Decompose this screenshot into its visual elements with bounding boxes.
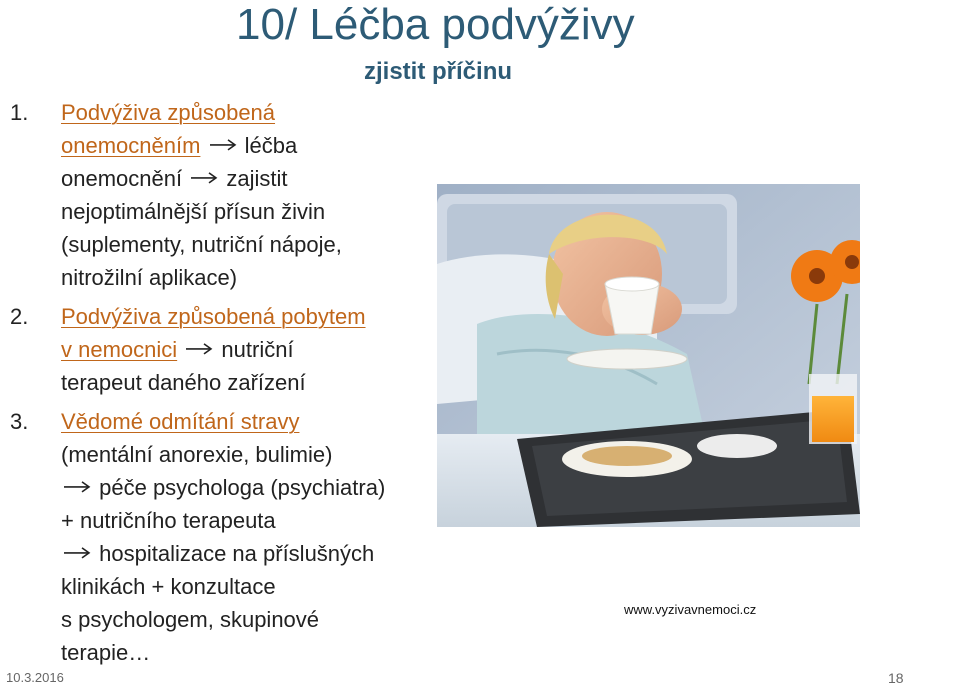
image-source: www.vyzivavnemoci.cz xyxy=(624,602,757,617)
list-item-1 xyxy=(0,96,440,294)
item-text: nutriční xyxy=(221,337,294,362)
item-number: 3. xyxy=(10,409,29,434)
item-heading: v nemocnici xyxy=(61,337,178,362)
slide-subtitle: zjistit příčinu xyxy=(364,58,513,85)
slide-date: 10.3.2016 xyxy=(6,670,64,685)
slide-title: 10/ Léčba podvýživy xyxy=(236,0,635,49)
item-heading: onemocněním xyxy=(61,133,201,158)
arrow-right-icon xyxy=(185,339,213,359)
item-text: onemocnění xyxy=(61,166,183,191)
item-heading: Podvýživa způsobená pobytem xyxy=(61,304,366,329)
arrow-right-icon xyxy=(190,168,218,188)
item-text: (mentální anorexie, bulimie) xyxy=(61,442,333,467)
item-text: terapeut daného zařízení xyxy=(61,370,306,395)
patient-photo xyxy=(437,184,860,527)
arrow-right-icon xyxy=(63,477,91,497)
cause-list xyxy=(0,96,440,669)
arrow-right-icon xyxy=(209,135,237,155)
item-text: (suplementy, nutriční nápoje, xyxy=(61,232,342,257)
item-text: nitrožilní aplikace) xyxy=(61,265,238,290)
item-text: + nutričního terapeuta xyxy=(61,508,276,533)
item-heading: Vědomé odmítání stravy xyxy=(61,409,300,434)
item-text: klinikách + konzultace xyxy=(61,574,276,599)
item-text: péče psychologa (psychiatra) xyxy=(99,475,386,500)
item-number: 2. xyxy=(10,304,29,329)
item-text: zajistit xyxy=(226,166,288,191)
item-text: s psychologem, skupinové xyxy=(61,607,320,632)
item-heading: Podvýživa způsobená xyxy=(61,100,276,125)
item-text: nejoptimálnější přísun živin xyxy=(61,199,326,224)
item-text: léčba xyxy=(244,133,298,158)
item-number: 1. xyxy=(10,100,29,125)
arrow-right-icon xyxy=(63,543,91,563)
list-item-2 xyxy=(0,300,440,399)
item-text: terapie… xyxy=(61,640,151,665)
list-item-3 xyxy=(0,405,440,669)
item-text: hospitalizace na příslušných xyxy=(99,541,375,566)
page-number: 18 xyxy=(888,670,904,686)
